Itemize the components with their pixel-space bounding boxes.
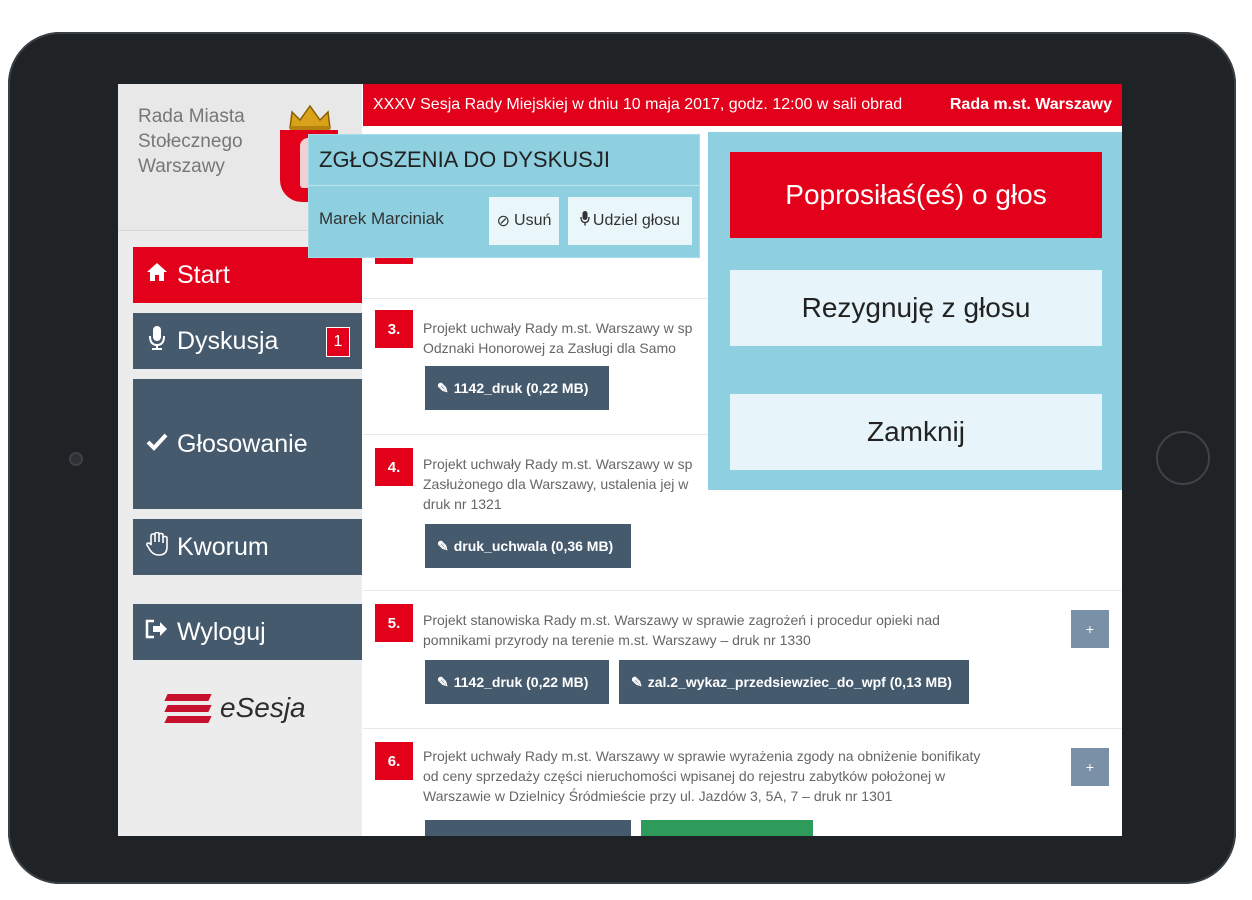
resign-floor-button[interactable]: Rezygnuję z głosu	[730, 270, 1102, 346]
home-icon	[145, 262, 169, 288]
paperclip-icon: ✎	[631, 673, 643, 690]
attachment-button[interactable]: ✎ 1142_druk (0,22 MB)	[425, 660, 609, 704]
attachment-button[interactable]: ✎ druk_uchwala (0,36 MB)	[425, 524, 631, 568]
expand-button[interactable]: +	[1071, 748, 1109, 786]
agenda-item-text: Projekt uchwały Rady m.st. Warszawy w sp Zasłużonego dla Warszawy, ustalenia jej w druk nr 1321	[423, 456, 693, 512]
agenda-item-number: 4.	[375, 448, 413, 486]
council-name: Rada m.st. Warszawy	[949, 96, 1112, 113]
camera-lens	[69, 452, 83, 466]
home-button[interactable]	[1156, 431, 1210, 485]
speaker-name: Marek Marciniak	[319, 209, 444, 228]
nav-wyloguj[interactable]	[133, 604, 362, 660]
paperclip-icon: ✎	[437, 537, 449, 554]
requested-floor-button[interactable]: Poprosiłaś(eś) o głos	[730, 152, 1102, 238]
org-name: Rada Miasta Stołecznego Warszawy	[138, 106, 245, 177]
session-header	[363, 84, 1122, 126]
check-icon	[145, 431, 169, 457]
agenda-item-text: Projekt stanowiska Rady m.st. Warszawy w sprawie zagrożeń i procedur opieki nad pomnikami przyrody na terenie m.st. Warszawy – druk nr 1330	[423, 612, 940, 648]
ban-icon: ⊘	[496, 213, 511, 230]
attachment-button[interactable]	[641, 820, 813, 836]
nav-glosowanie[interactable]	[133, 379, 362, 509]
nav-dyskusja[interactable]	[133, 313, 362, 369]
nav-wyloguj-label: Wyloguj	[177, 617, 266, 646]
agenda-item-number: 5.	[375, 604, 413, 642]
nav-kworum-label: Kworum	[177, 532, 269, 561]
microphone-icon	[580, 211, 590, 231]
nav-kworum[interactable]	[133, 519, 362, 575]
microphone-icon	[145, 325, 169, 357]
agenda-item-text: Projekt uchwały Rady m.st. Warszawy w sprawie wyrażenia zgody na obniżenie bonifikaty od ceny sprzedaży części nieruchomości wpisanej do rejestru zabytków położonej w Warszawie w Dzielnicy Śródmieście przy ul. Jazdów 3, 5A, 7 – druk nr 1301	[423, 748, 981, 804]
discussion-requests-popup	[308, 134, 700, 258]
attachment-button[interactable]	[425, 820, 631, 836]
esesja-logo	[166, 684, 326, 732]
hand-icon	[145, 532, 169, 562]
agenda-item-text: Projekt uchwały Rady m.st. Warszawy w sp Odznaki Honorowej za Zasługi dla Samo	[423, 320, 693, 356]
attachment-button[interactable]: ✎ zal.2_wykaz_przedsiewziec_do_wpf (0,13 MB)	[619, 660, 969, 704]
nav-glosowanie-label: Głosowanie	[177, 429, 308, 458]
expand-button[interactable]: +	[1071, 610, 1109, 648]
grant-floor-button[interactable]: Udziel głosu	[568, 197, 692, 245]
agenda-item-number: 3.	[375, 310, 413, 348]
speak-request-popup	[708, 132, 1122, 490]
esesja-logo-mark	[166, 688, 214, 728]
agenda-item	[363, 590, 1122, 729]
app-screen	[118, 84, 1122, 836]
paperclip-icon: ✎	[437, 379, 449, 396]
session-title: XXXV Sesja Rady Miejskiej w dniu 10 maja 2017, godz. 12:00 w sali obrad	[373, 96, 903, 113]
crown-icon	[288, 104, 332, 132]
agenda-item-number: 6.	[375, 742, 413, 780]
nav-start-label: Start	[177, 260, 230, 289]
close-button[interactable]: Zamknij	[730, 394, 1102, 470]
nav-dyskusja-label: Dyskusja	[177, 326, 279, 355]
discussion-popup-title: ZGŁOSZENIA DO DYSKUSJI	[309, 135, 699, 186]
esesja-logo-text: eSesja	[220, 692, 306, 723]
logout-icon	[145, 619, 169, 645]
attachment-button[interactable]: ✎ 1142_druk (0,22 MB)	[425, 366, 609, 410]
paperclip-icon: ✎	[437, 673, 449, 690]
agenda-item	[363, 728, 1122, 836]
remove-button[interactable]: ⊘ Usuń	[489, 197, 559, 245]
discussion-count-badge: 1	[326, 327, 350, 357]
